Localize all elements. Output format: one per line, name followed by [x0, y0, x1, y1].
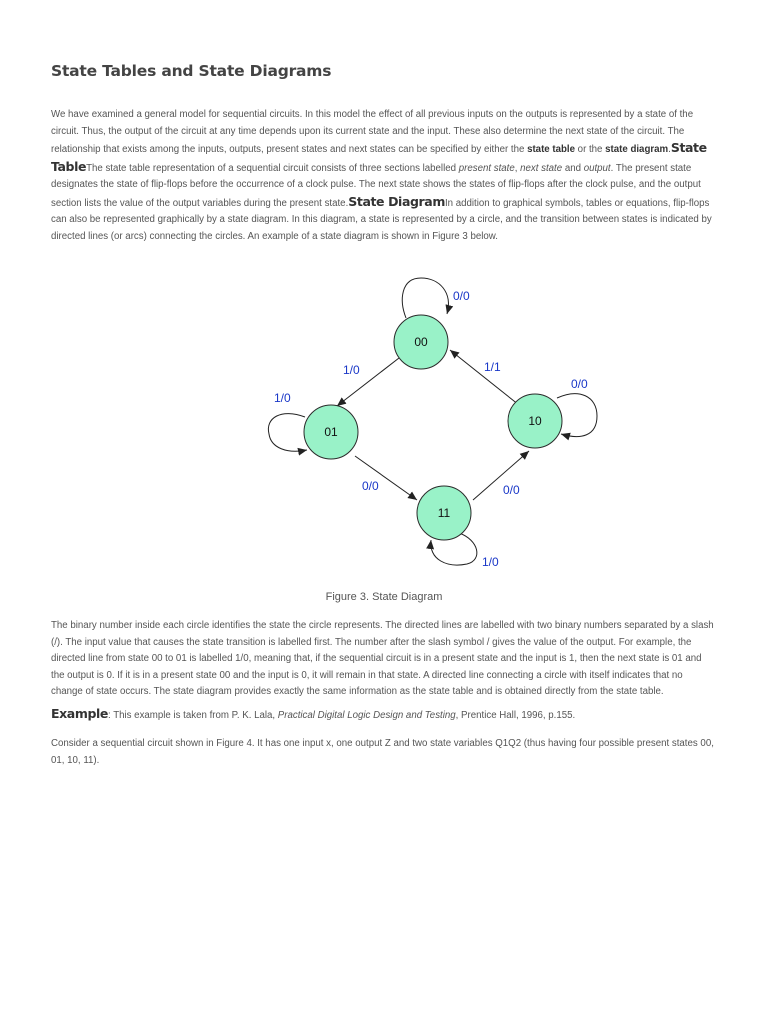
state-label-10: 10 — [528, 414, 542, 428]
edge-10-to-10 — [557, 394, 597, 437]
intro-text-8: In addition to graphical symbols, tables or equations, flip-flops can also be represented graphically by a state diagram. In this diagram, a state is represented by a circle, and the transition between states is indicated by directed lines (or arcs) connecting the circles. An example of a state diagram is shown in Figure 3 below. — [51, 197, 712, 242]
edge-01-to-01 — [268, 414, 307, 452]
state-label-11: 11 — [437, 506, 451, 520]
term-next-state: next state — [520, 162, 563, 174]
edge-label-00-01: 1/0 — [343, 363, 360, 377]
example-paragraph — [51, 706, 717, 724]
intro-paragraph — [51, 107, 717, 245]
edge-10-to-00 — [450, 350, 519, 405]
edge-01-to-11 — [355, 456, 417, 500]
state-diagram-figure — [251, 270, 611, 580]
state-00 — [394, 315, 448, 369]
term-output: output — [583, 162, 611, 174]
example-text-1: : This example is taken from P. K. Lala, — [107, 710, 278, 721]
intro-text-2: or the — [574, 144, 606, 155]
heading-state-diagram: State Diagram — [348, 193, 445, 209]
example-heading: Example — [51, 706, 108, 721]
edge-label-11-10: 0/0 — [503, 483, 520, 497]
term-state-table: state table — [527, 144, 575, 155]
edge-00-to-00 — [402, 278, 448, 318]
term-present-state: present state — [458, 162, 515, 174]
heading-state-table: State Table — [51, 140, 707, 174]
intro-text-3: . — [668, 144, 671, 155]
edge-label-10-10: 0/0 — [571, 377, 588, 391]
state-10 — [508, 394, 562, 448]
intro-text-6: and — [562, 162, 584, 174]
intro-text-7: . The present state designates the state of flip-flops before the occurrence of a clock pulse. The next state shows the states of flip-flops after the clock pulse, and the output section lists the value of the output variables during the present state. — [51, 162, 701, 209]
explanation-paragraph: The binary number inside each circle identifies the state the circle represents. The directed lines are labelled with two binary numbers separated by a slash (/). The input value that causes the state transition is labelled first. The number after the slash symbol / gives the value of the output. For example, the directed line from state 00 to 01 is labelled 1/0, meaning that, if the sequential circuit is in a present state and the input is 1, then the next state is 01 and the output is 0. If it is in a present state 00 and the input is 0, it will remain in that state. A directed line connecting a circle with itself indicates that no change of state occurs. The state diagram provides exactly the same information as the state table and is obtained directly from the state table. — [51, 620, 714, 698]
intro-text-1: We have examined a general model for sequential circuits. In this model the effect of all previous inputs on the outputs is represented by a state of the circuit. Thus, the output of the circuit at any time depends upon its current state and the input. These also determine the next state of the circuit. The relationship that exists among the inputs, outputs, present states and next states can be specified by either the — [51, 109, 694, 155]
edge-label-11-11: 1/0 — [482, 555, 499, 569]
page-title: State Tables and State Diagrams — [51, 62, 332, 80]
state-label-01: 01 — [324, 425, 338, 439]
edge-11-to-10 — [473, 451, 529, 500]
state-label-00: 00 — [414, 335, 428, 349]
state-01 — [304, 405, 358, 459]
intro-text-4: The state table representation of a sequential circuit consists of three sections labelled — [86, 162, 459, 174]
example-book-title: Practical Digital Logic Design and Testing — [277, 710, 456, 721]
edge-label-00-00: 0/0 — [453, 289, 470, 303]
figure-caption: Figure 3. State Diagram — [325, 591, 443, 603]
consider-paragraph: Consider a sequential circuit shown in Figure 4. It has one input x, one output Z and two state variables Q1Q2 (thus having four possible present states 00, 01, 10, 11). — [51, 738, 714, 766]
state-11 — [417, 486, 471, 540]
example-text-2: , Prentice Hall, 1996, p.155. — [455, 710, 576, 721]
edge-label-10-00: 1/1 — [484, 360, 501, 374]
term-state-diagram: state diagram — [605, 144, 669, 155]
intro-text-5: , — [514, 162, 521, 174]
edge-label-01-01: 1/0 — [274, 391, 291, 405]
edge-label-01-11: 0/0 — [362, 479, 379, 493]
